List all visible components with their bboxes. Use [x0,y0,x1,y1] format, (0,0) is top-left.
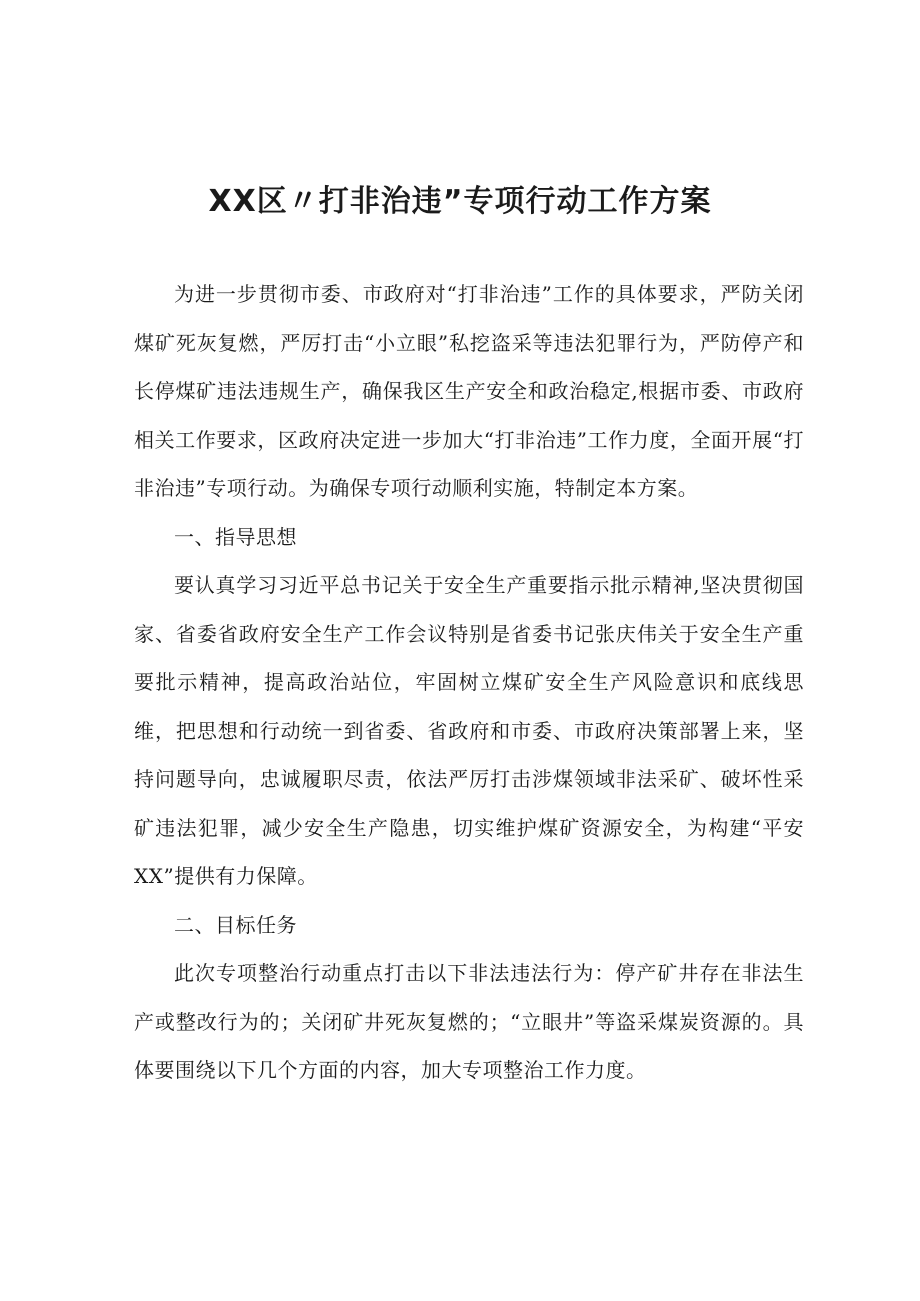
section-heading-guiding-ideology: 一、指导思想 [174,524,297,549]
intro-paragraph: 为进一步贯彻市委、市政府对“打非治违”工作的具体要求，严防关闭煤矿死灰复燃，严厉打击“小立眼”私挖盗采等违法犯罪行为，严防停产和长停煤矿违法违规生产，确保我区生产安全和政治稳定,根据市委、市政府相关工作要求，区政府决定进一步加大“打非治违”工作力度，全面开展“打非治违”专项行动。为确保专项行动顺利实施，特制定本方案。 [134,282,804,500]
objectives-paragraph: 此次专项整治行动重点打击以下非法违法行为：停产矿井存在非法生产或整改行为的；关闭矿井死灰复燃的；“立眼井”等盗采煤炭资源的。具体要围绕以下几个方面的内容，加大专项整治工作力度。 [134,961,804,1082]
guiding-ideology-paragraph: 要认真学习习近平总书记关于安全生产重要指示批示精神,坚决贯彻国家、省委省政府安全生产工作会议特别是省委书记张庆伟关于安全生产重要批示精神，提高政治站位，牢固树立煤矿安全生产风险意识和底线思维，把思想和行动统一到省委、省政府和市委、市政府决策部署上来，坚持问题导向，忠诚履职尽责，依法严厉打击涉煤领域非法采矿、破坏性采矿违法犯罪，减少安全生产隐患，切实维护煤矿资源安全，为构建“平安XX”提供有力保障。 [134,573,804,888]
document-body [134,270,804,1095]
document-title: XX区〃打非治违”专项行动工作方案 [208,184,712,219]
section-heading-objectives: 二、目标任务 [174,912,297,937]
